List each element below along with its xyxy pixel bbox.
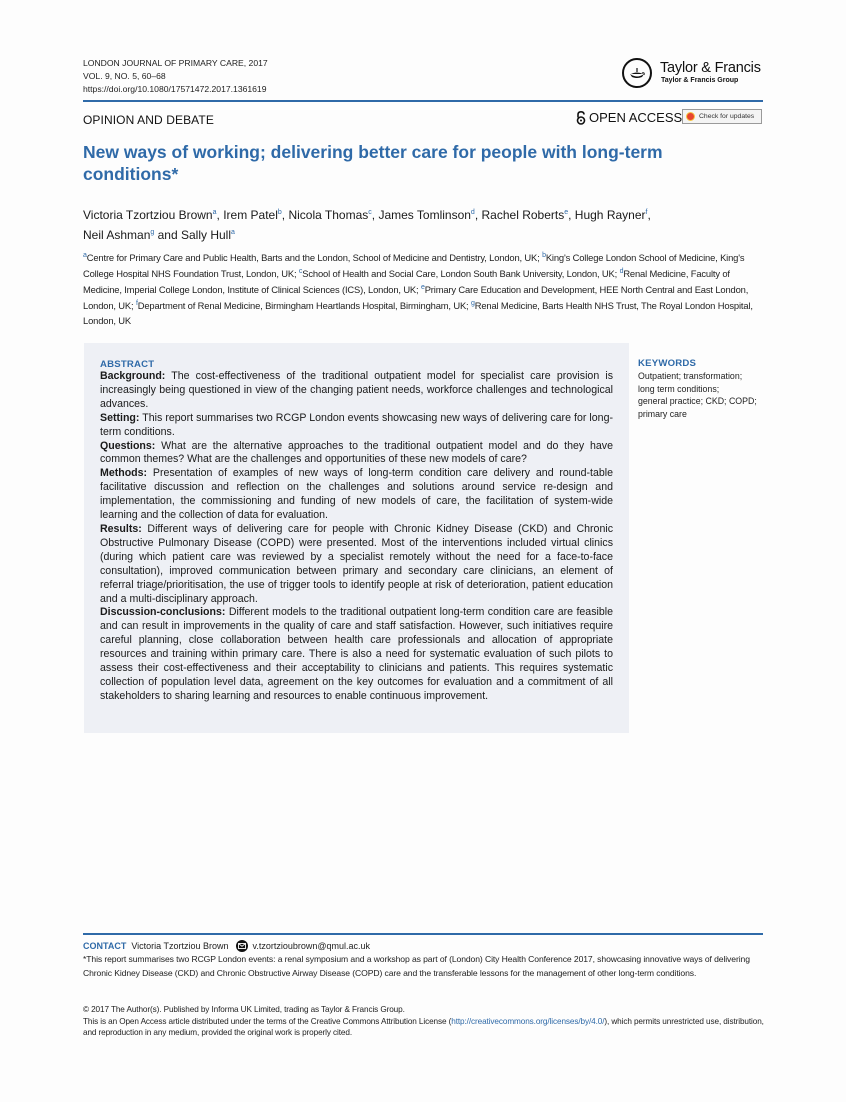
- author[interactable]: Neil Ashman: [83, 228, 151, 242]
- check-updates-label: Check for updates: [699, 113, 755, 120]
- copyright-notice: [83, 1004, 765, 1039]
- author[interactable]: Nicola Thomas: [288, 208, 369, 222]
- lamp-logo-icon: [622, 58, 652, 88]
- title-footnote: *This report summarises two RCGP London events: a renal symposium and a workshop as part of (London) City Health Conference 2017, showcasing innovative ways of delivering Chronic Kidney Disease (CKD) and Chronic Obstructive Airway Disease (COPD) care and the transferable lessons for the management of other long-term conditions.: [83, 954, 750, 978]
- publisher-logo: [622, 58, 761, 88]
- footer-divider: [83, 933, 763, 935]
- open-access-label: OPEN ACCESS: [589, 110, 683, 125]
- license-text: This is an Open Access article distributed under the terms of the Creative Commons Attribution License (http://creativecommons.org/licenses/by/4.0/), which permits unrestricted use, distribution, and reproduction in any medium, provided the original work is properly cited.: [83, 1016, 764, 1037]
- abstract-box: [84, 343, 629, 733]
- abstract-questions: Questions: What are the alternative approaches to the traditional outpatient model and do they have common themes? What are the challenges and opportunities of these new models of care?: [100, 439, 613, 466]
- contact-name: Victoria Tzortziou Brown: [131, 941, 229, 951]
- check-updates-button[interactable]: [682, 109, 762, 124]
- keywords: [638, 358, 768, 420]
- contact-line: [83, 940, 370, 952]
- header-divider: [83, 100, 763, 102]
- open-lock-icon: [576, 111, 586, 125]
- open-access-badge: [576, 110, 682, 125]
- publisher-name: Taylor & Francis: [660, 60, 761, 76]
- abstract-heading: ABSTRACT: [100, 359, 155, 370]
- article-section: OPINION AND DEBATE: [83, 113, 214, 127]
- license-link[interactable]: http://creativecommons.org/licenses/by/4.0/: [451, 1016, 605, 1026]
- author[interactable]: Victoria Tzortziou Brown: [83, 208, 213, 222]
- journal-meta: [83, 57, 268, 96]
- abstract-setting: Setting: This report summarises two RCGP London events showcasing new ways of delivering care for long-term conditions.: [100, 411, 613, 438]
- contact-email[interactable]: v.tzortzioubrown@qmul.ac.uk: [252, 941, 371, 951]
- abstract-discussion: Discussion-conclusions: Different models to the traditional outpatient long-term condition care are feasible and can result in improvements in the quality of care and staff satisfaction. However, such initiatives require careful planning, close collaboration between health care professionals and allocation of appropriate resources and training within primary care. There is also a need for systematic evaluation of such pilots to assess their cost-effectiveness and their acceptability to clinicians and patients. This requires systematic collection of population level data, agreement on the key outcomes for evaluation and a commitment of all stakeholders to sharing learning and resources to enable continuous improvement.: [100, 606, 613, 702]
- abstract-methods: Methods: Presentation of examples of new ways of long-term condition care delivery and round-table facilitative discussion and reflection on the challenges and solutions around service re-design and implementation, the commissioning and funding of new models of care, the facilitation of system-wide learning and the collection of data for evaluation.: [100, 467, 613, 522]
- author-list: Victoria Tzortziou Brown$^a$, Irem Patel$^b$, Nicola Thomas$^c$, James Tomlinson$^d$, Rachel Roberts$^e$, Hugh Rayner$^f$, Neil Ashman$^g$ and Sally Hull$^a$: [83, 208, 651, 242]
- article-title: New ways of working; delivering better care for people with long-term conditions*: [83, 142, 663, 184]
- publisher-group: Taylor & Francis Group: [661, 77, 739, 84]
- author[interactable]: Rachel Roberts: [481, 208, 565, 222]
- keyword-line: Outpatient; transformation;: [638, 371, 743, 381]
- keyword-line: primary care: [638, 408, 687, 419]
- copyright-line: © 2017 The Author(s). Published by Informa UK Limited, trading as Taylor & Francis Group.: [83, 1005, 405, 1014]
- envelope-icon: [236, 940, 248, 952]
- keywords-heading: KEYWORDS: [638, 358, 697, 369]
- abstract-background: Background: The cost-effectiveness of the traditional outpatient model for specialist care provision is increasingly being questioned in view of the changing patient needs, workforce challenges and technological advances.: [100, 370, 613, 410]
- journal-name: LONDON JOURNAL OF PRIMARY CARE, 2017: [83, 58, 268, 68]
- author[interactable]: Sally Hull: [180, 228, 231, 242]
- affiliations: $^a$Centre for Primary Care and Public Health, Barts and the London, School of Medicine and Dentistry, London, UK; $^b$King's College London School of Medicine, King's College Hospital NHS Foundation Trust, London, UK; $^c$School of Health and Social Care, London South Bank University, London, UK; $^d$Renal Medicine, Faculty of Medicine, Imperial College London, Institute of Clinical Sciences (ICS), London, UK; $^e$Primary Care Education and Development, HEE North Central and East London, London, UK; $^f$Department of Renal Medicine, Birmingham Heartlands Hospital, Birmingham, UK; $^g$Renal Medicine, Barts Health NHS Trust, The Royal London Hospital, London, UK: [83, 252, 753, 326]
- contact-label: CONTACT: [83, 941, 127, 951]
- author[interactable]: James Tomlinson: [378, 208, 471, 222]
- author[interactable]: Irem Patel: [223, 208, 278, 222]
- journal-volume: VOL. 9, NO. 5, 60–68: [83, 71, 166, 81]
- crossmark-icon: [686, 112, 695, 121]
- author[interactable]: Hugh Rayner: [574, 208, 646, 222]
- doi-link[interactable]: https://doi.org/10.1080/17571472.2017.1361619: [83, 84, 267, 94]
- keyword-line: general practice; CKD; COPD;: [638, 396, 757, 406]
- keyword-line: long term conditions;: [638, 383, 720, 394]
- abstract-results: Results: Different ways of delivering care for people with Chronic Kidney Disease (CKD) and Chronic Obstructive Pulmonary Disease (COPD) were presented. Most of the interventions included virtual clinics (during which patient care was reviewed by a specialist remotely without the need for a face-to-face consultation), improved communication between primary and secondary care clinicians, an element of referral triage/prioritisation, the use of trigger tools to identify people at risk of deterioration, patient education and a multi-disciplinary approach.: [100, 522, 613, 605]
